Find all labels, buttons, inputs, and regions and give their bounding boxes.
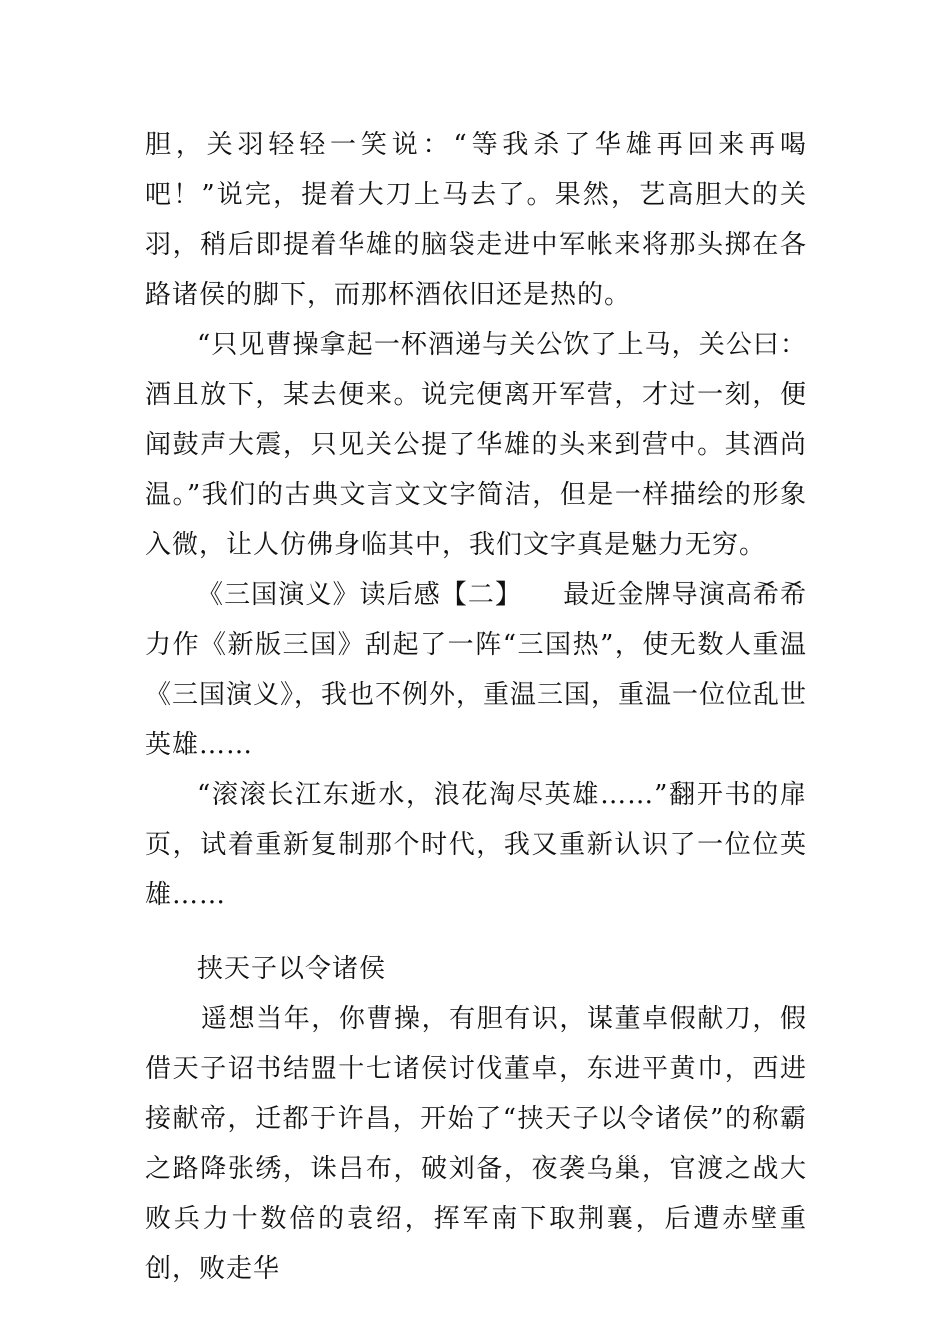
paragraph-poem-quote: “滚滚长江东逝水，浪花淘尽英雄……”翻开书的扉页，试着重新复制那个时代，我又重新认识了一位位英雄…… (145, 780, 807, 910)
paragraph-quote: “只见曹操拿起一杯酒递与关公饮了上马，关公曰：酒且放下，某去便来。说完便离开军营，才过一刻，便闻鼓声大震，只见关公提了华雄的头来到营中。其酒尚温。”我们的古典文言文文字简洁，但是一样描绘的形象入微，让人仿佛身临其中，我们文字真是魅力无穷。 (145, 330, 807, 560)
document-body (145, 120, 807, 1294)
section-heading: 挟天子以令诸侯 (197, 954, 387, 984)
paragraph-cao-cao: 遥想当年，你曹操，有胆有识，谋董卓假献刀，假借天子诏书结盟十七诸侯讨伐董卓，东进平黄巾，西进接献帝，迁都于许昌，开始了“挟天子以令诸侯”的称霸之路降张绣，诛吕布，破刘备，夜袭乌巢，官渡之战大败兵力十数倍的袁绍，挥军南下取荆襄，后遭赤壁重创，败走华 (145, 1004, 807, 1284)
paragraph-essay-two-intro: 《三国演义》读后感【二】 最近金牌导演高希希力作《新版三国》刮起了一阵“三国热”，使无数人重温《三国演义》，我也不例外，重温三国，重温一位位乱世英雄…… (145, 580, 808, 760)
paragraph-continuation: 胆，关羽轻轻一笑说：“等我杀了华雄再回来再喝吧！”说完，提着大刀上马去了。果然，艺高胆大的关羽，稍后即提着华雄的脑袋走进中军帐来将那头掷在各路诸侯的脚下，而那杯酒依旧还是热的。 (145, 130, 807, 310)
